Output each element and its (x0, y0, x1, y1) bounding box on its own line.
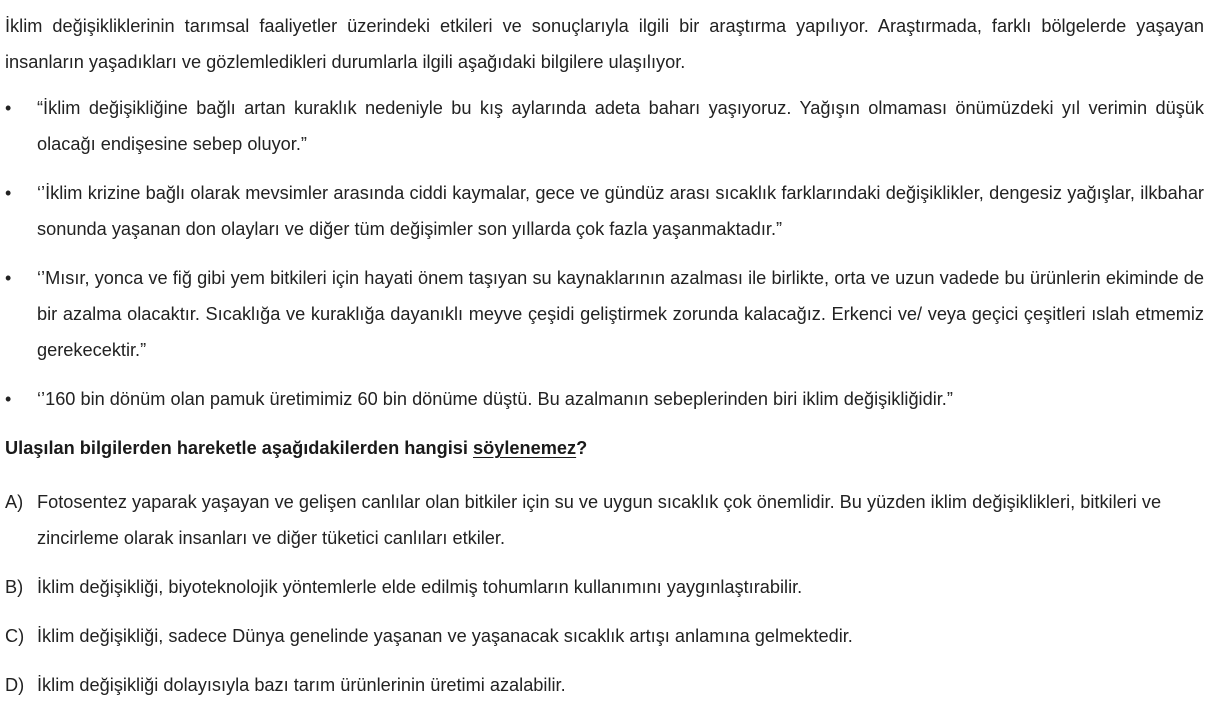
option-text: İklim değişikliği, biyoteknolojik yöntemlerle elde edilmiş tohumların kullanımını yaygınlaştırabilir. (37, 577, 803, 597)
option-letter: B) (5, 577, 24, 597)
bullet-icon: • (5, 268, 12, 288)
option-a[interactable] (5, 484, 1204, 556)
quote-text: “İklim değişikliğine bağlı artan kuraklık nedeniyle bu kış aylarında adeta baharı yaşıyoruz. Yağışın olmaması önümüzdeki yıl verimin düşük olacağı endişesine sebep oluyor.” (37, 98, 1204, 154)
bullet-icon: • (5, 389, 12, 409)
question-stem (5, 430, 1204, 466)
option-letter: A) (5, 492, 24, 512)
option-c[interactable] (5, 618, 1204, 654)
answer-options (5, 484, 1204, 703)
intro-paragraph: İklim değişikliklerinin tarımsal faaliyetler üzerindeki etkileri ve sonuçlarıyla ilgili bir araştırma yapılıyor. Araştırmada, farklı bölgelerde yaşayan insanların yaşadıkları ve gözlemledikleri durumlarla ilgili aşağıdaki bilgilere ulaşılıyor. (5, 16, 1204, 72)
quote-item (5, 90, 1204, 162)
option-letter: C) (5, 626, 25, 646)
question-emphasis: söylenemez (473, 438, 577, 458)
quote-list (5, 90, 1204, 417)
option-d[interactable] (5, 667, 1204, 703)
quote-text: ‘’Mısır, yonca ve fiğ gibi yem bitkileri için hayati önem taşıyan su kaynaklarının azalması ile birlikte, orta ve uzun vadede bu ürünlerin ekiminde de bir azalma olacaktır. Sıcaklığa ve kuraklığa dayanıklı meyve çeşidi geliştirmek zorunda kalacağız. Erkenci ve/ veya geçici çeşitleri ıslah etmemiz gerekecektir.” (37, 268, 1204, 360)
bullet-icon: • (5, 98, 12, 118)
quote-item (5, 175, 1204, 247)
quote-text: ‘’160 bin dönüm olan pamuk üretimimiz 60 bin dönüme düştü. Bu azalmanın sebeplerinden biri iklim değişikliğidir.” (37, 389, 953, 409)
option-text: İklim değişikliği, sadece Dünya genelinde yaşanan ve yaşanacak sıcaklık artışı anlamına gelmektedir. (37, 626, 853, 646)
option-letter: D) (5, 675, 25, 695)
quote-item (5, 260, 1204, 368)
question-prefix: Ulaşılan bilgilerden hareketle aşağıdakilerden hangisi (5, 438, 473, 458)
question-suffix: ? (576, 438, 588, 458)
option-text: İklim değişikliği dolayısıyla bazı tarım ürünlerinin üretimi azalabilir. (37, 675, 566, 695)
bullet-icon: • (5, 183, 12, 203)
option-text: Fotosentez yaparak yaşayan ve gelişen canlılar olan bitkiler için su ve uygun sıcaklık çok önemlidir. Bu yüzden iklim değişiklikleri, bitkileri ve zincirleme olarak insanları ve diğer tüketici canlıları etkiler. (37, 492, 1162, 548)
quote-text: ‘’İklim krizine bağlı olarak mevsimler arasında ciddi kaymalar, gece ve gündüz arası sıcaklık farklarındaki değişiklikler, dengesiz yağışlar, ilkbahar sonunda yaşanan don olayları ve diğer tüm değişimler son yıllarda çok fazla yaşanmaktadır.” (37, 183, 1204, 239)
quote-item (5, 381, 1204, 417)
option-b[interactable] (5, 569, 1204, 605)
